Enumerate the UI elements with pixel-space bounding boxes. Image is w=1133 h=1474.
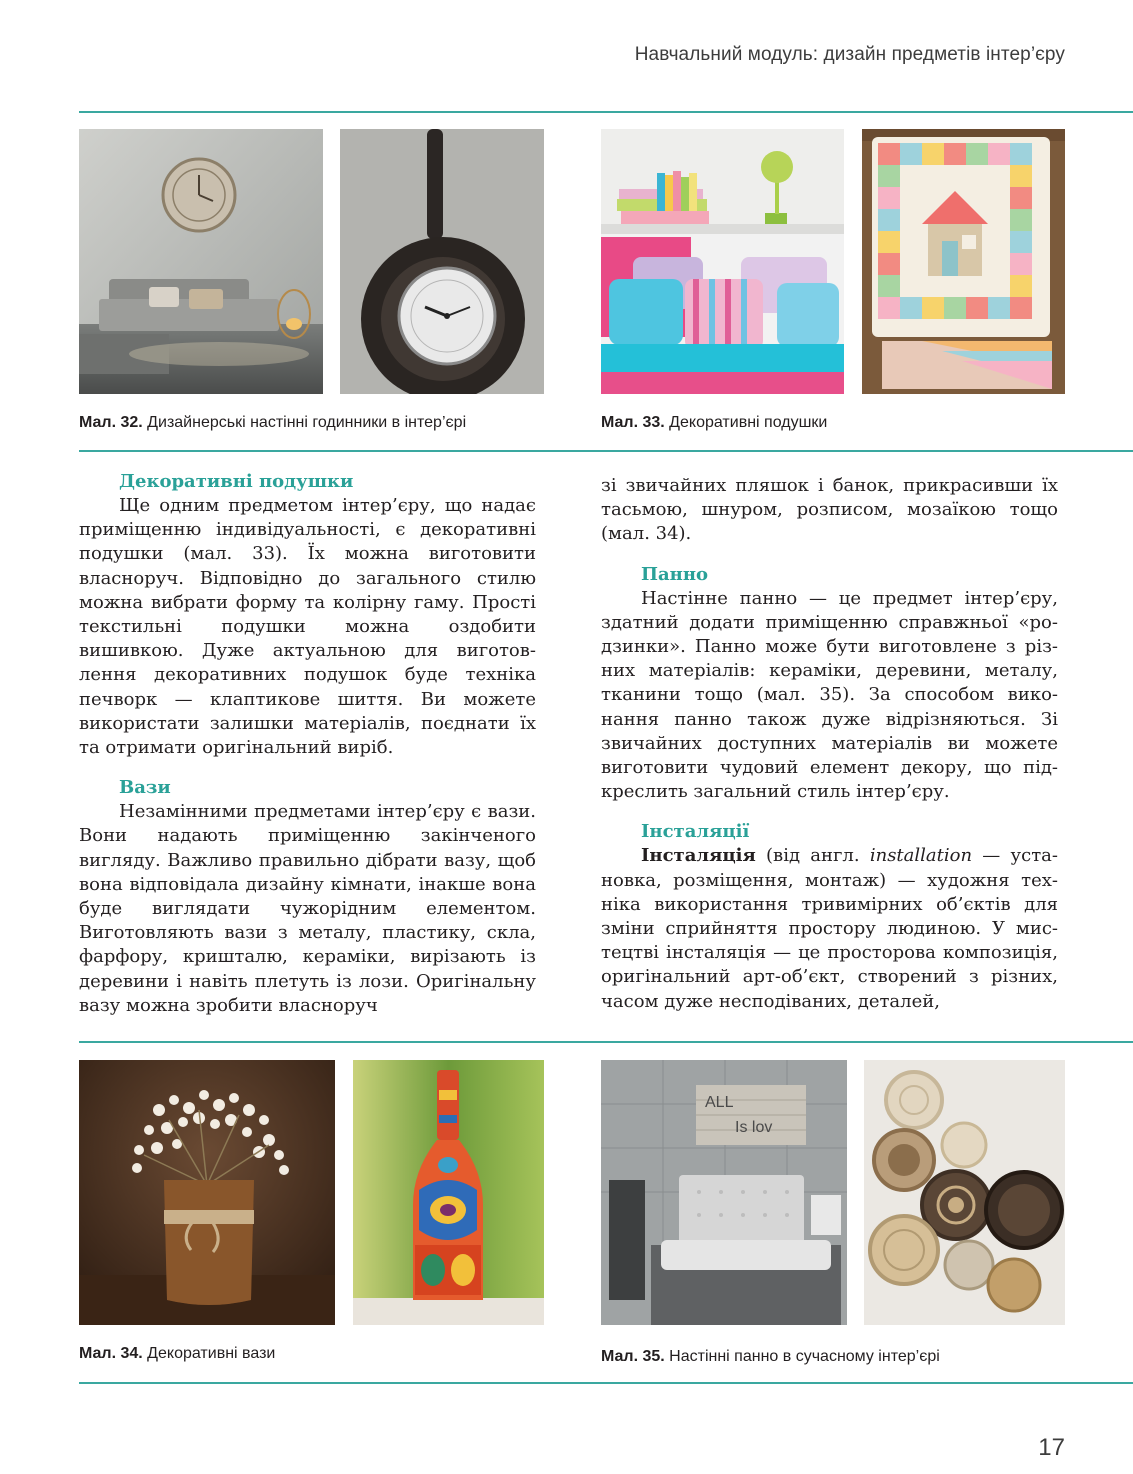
bottom-rule <box>79 1382 1133 1384</box>
figure-32-label: Мал. 32. <box>79 414 143 431</box>
figure-33-caption <box>601 414 827 432</box>
right-text-column <box>601 474 1058 1014</box>
installation-term: Інсталяція <box>641 845 756 867</box>
figure-35-text: Настінні панно в сучасному інтер’єрі <box>669 1348 940 1365</box>
figure-35-label: Мал. 35. <box>601 1348 665 1365</box>
bedroom-wall-panel-photo <box>601 1060 847 1325</box>
figure-32-caption <box>79 414 466 432</box>
figure-bottom-rule <box>79 450 1133 452</box>
figure-34-caption <box>79 1345 275 1363</box>
panel-paragraph: Настінне панно — це предмет інтер’єру, здатний додати приміщенню справжньої «родзинки». Панно може бути виготовлене з різних матеріалів: кераміки, деревини, металу, тканини тощо (мал. 35). За способом виконання панно також дуже відрізняються. Зі звичайних доступних матеріалів ви можете виготовити чудовий елемент декору, що підкреслить загальний стиль інтер’єру. <box>601 587 1058 803</box>
installation-text-2: — установка, розміщення, монтаж) — художня техніка використання тривимірних об’єктів для зміни сприйняття простору людиною. У мистецтві інсталяція — це просторова композиція, оригінальний арт-об’єкт, створений з різних, часом дуже несподіваних, деталей, <box>601 845 1058 1012</box>
installation-english-term: installation <box>869 845 973 867</box>
figure-34-text: Декоративні вази <box>147 1345 276 1362</box>
pillows-paragraph: Ще одним предметом інтер’єру, що надає приміщенню індивідуальності, є декоративні подушки (мал. 33). Їх можна виготовити власноруч. Відповідно до загального стилю можна вибрати форму та колірну гаму. Прості текстильні подушки можна оздобити вишивкою. Дуже актуальною для виготовлення декоративних подушок буде техніка печворк — клаптикове шиття. Ви можете використати залишки матеріалів, поєднати їх та отримати оригінальний виріб. <box>79 495 536 759</box>
figure-32-text: Дизайнерські настінні годинники в інтер’єрі <box>147 414 467 431</box>
running-header: Навчальний модуль: дизайн предметів інтер’єру <box>634 44 1065 65</box>
bottom-figures-top-rule <box>79 1041 1133 1043</box>
pillows-books-photo <box>601 129 844 394</box>
installations-heading: Інсталяції <box>641 821 750 843</box>
vases-continuation-paragraph: зі звичайних пляшок і банок, прикрасивши їх тасьмою, шнуром, розписом, мозаїкою тощо (мал. 34). <box>601 475 1058 545</box>
frying-pan-clock-photo <box>340 129 544 394</box>
installation-text-1: (від англ. <box>755 845 870 867</box>
panel-sign-line-1: ALL <box>705 1094 734 1111</box>
patchwork-pillow-photo <box>862 129 1065 394</box>
dried-flowers-vase-photo <box>79 1060 335 1325</box>
figure-33-text: Декоративні подушки <box>669 414 828 431</box>
top-rule <box>79 111 1133 113</box>
figure-34-label: Мал. 34. <box>79 1345 143 1362</box>
figure-35-caption <box>601 1348 940 1366</box>
vases-paragraph: Незамінними предметами інтер’єру є вази. Вони надають приміщенню закінченого вигляду. Важливо правильно дібрати вазу, щоб вона відповідала дизайну кімнати, інакше вона буде виглядати чужорідним елементом. Виготовляють вази з металу, пластику, скла, фарфору, кришталю, кераміки, вирізають із деревини і навіть плетуть із лози. Оригінальну вазу можна зробити власноруч <box>79 801 536 1016</box>
vases-heading: Вази <box>119 777 171 799</box>
left-text-column <box>79 470 536 1018</box>
pillows-heading: Декоративні подушки <box>119 471 354 492</box>
woven-baskets-panel-photo <box>864 1060 1065 1325</box>
panel-sign-line-2: Is lov <box>735 1119 773 1136</box>
figure-33-label: Мал. 33. <box>601 414 665 431</box>
installations-paragraph <box>601 844 1058 1013</box>
page-number: 17 <box>1038 1434 1065 1461</box>
living-room-clock-photo <box>79 129 323 394</box>
painted-bottle-vase-photo <box>353 1060 544 1325</box>
panel-heading: Панно <box>641 563 709 585</box>
